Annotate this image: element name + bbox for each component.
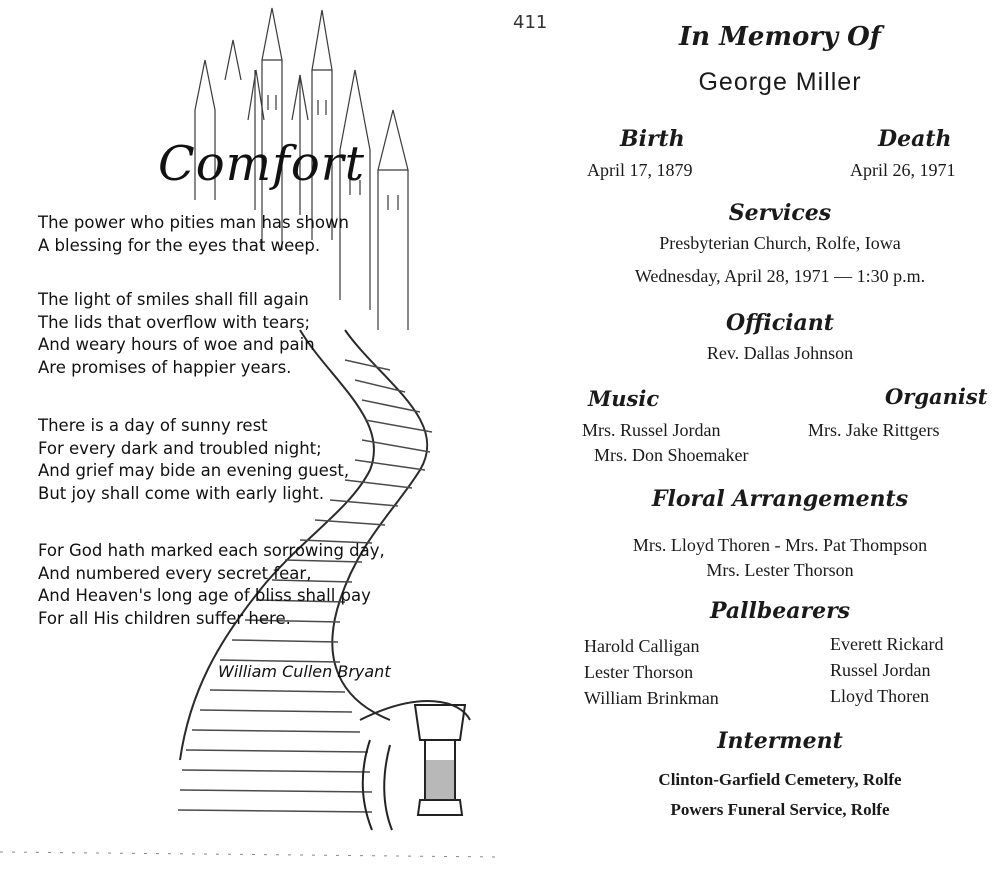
funeral-home: Powers Funeral Service, Rolfe	[670, 800, 890, 819]
officiant-name: Rev. Dallas Johnson	[706, 343, 854, 363]
poem-line: There is a day of sunny rest	[38, 416, 268, 435]
pallbearer: William Brinkman	[584, 688, 719, 708]
poem-author: William Cullen Bryant	[218, 662, 391, 681]
deceased-name: George Miller	[698, 68, 862, 96]
floral-line-1: Mrs. Lloyd Thoren - Mrs. Pat Thompson	[632, 535, 928, 555]
poem-line: But joy shall come with early light.	[38, 483, 325, 503]
poem-line: The lids that overflow with tears;	[38, 312, 311, 332]
poem-line: And Heaven's long age of bliss shall pay	[38, 586, 371, 605]
poem-line: The light of smiles shall fill again	[38, 290, 309, 309]
birth-label: Birth	[620, 126, 685, 152]
poem-line: And numbered every secret fear,	[38, 563, 312, 583]
pallbearer: Everett Rickard	[830, 634, 944, 654]
poem-line: For all His children suffer here.	[38, 608, 291, 628]
poem-line: For every dark and troubled night;	[38, 438, 322, 458]
poem-stanza-4	[38, 540, 385, 630]
officiant-label: Officiant	[726, 310, 834, 336]
poem-stanza-2	[38, 289, 315, 379]
poem-line: The power who pities man has shown	[38, 213, 349, 232]
pallbearer: Harold Calligan	[584, 636, 700, 656]
poem-line: A blessing for the eyes that weep.	[38, 235, 321, 255]
services-time: Wednesday, April 28, 1971 — 1:30 p.m.	[634, 266, 926, 286]
pallbearer: Lloyd Thoren	[830, 686, 930, 706]
interment-label: Interment	[717, 728, 843, 754]
music-name-1: Mrs. Russel Jordan	[582, 420, 721, 440]
floral-label: Floral Arrangements	[651, 486, 909, 512]
floral-line-2: Mrs. Lester Thorson	[706, 560, 854, 580]
pallbearer: Russel Jordan	[830, 660, 931, 680]
memorial-panel	[560, 0, 1000, 887]
poem-stanza-3	[38, 415, 349, 505]
pallbearers-label: Pallbearers	[709, 598, 851, 624]
poem-stanza-1	[38, 212, 349, 257]
organist-label: Organist	[885, 384, 988, 409]
pallbearer: Lester Thorson	[584, 662, 694, 682]
death-label: Death	[878, 126, 952, 152]
services-place: Presbyterian Church, Rolfe, Iowa	[659, 233, 901, 253]
memorial-heading: In Memory Of	[679, 22, 881, 52]
organist-name: Mrs. Jake Rittgers	[808, 420, 940, 440]
poem-line: Are promises of happier years.	[38, 357, 292, 377]
services-label: Services	[728, 200, 832, 226]
poem-title: Comfort	[158, 136, 366, 192]
cemetery: Clinton-Garfield Cemetery, Rolfe	[658, 770, 902, 789]
poem-line: For God hath marked each sorrowing day,	[38, 541, 385, 560]
music-name-2: Mrs. Don Shoemaker	[594, 445, 749, 465]
music-label: Music	[588, 386, 660, 411]
poem-line: And grief may bide an evening guest,	[38, 461, 350, 480]
birth-date: April 17, 1879	[587, 160, 693, 180]
death-date: April 26, 1971	[850, 160, 956, 180]
page-number: 411	[513, 12, 548, 33]
poem-line: And weary hours of woe and pain	[38, 335, 315, 354]
